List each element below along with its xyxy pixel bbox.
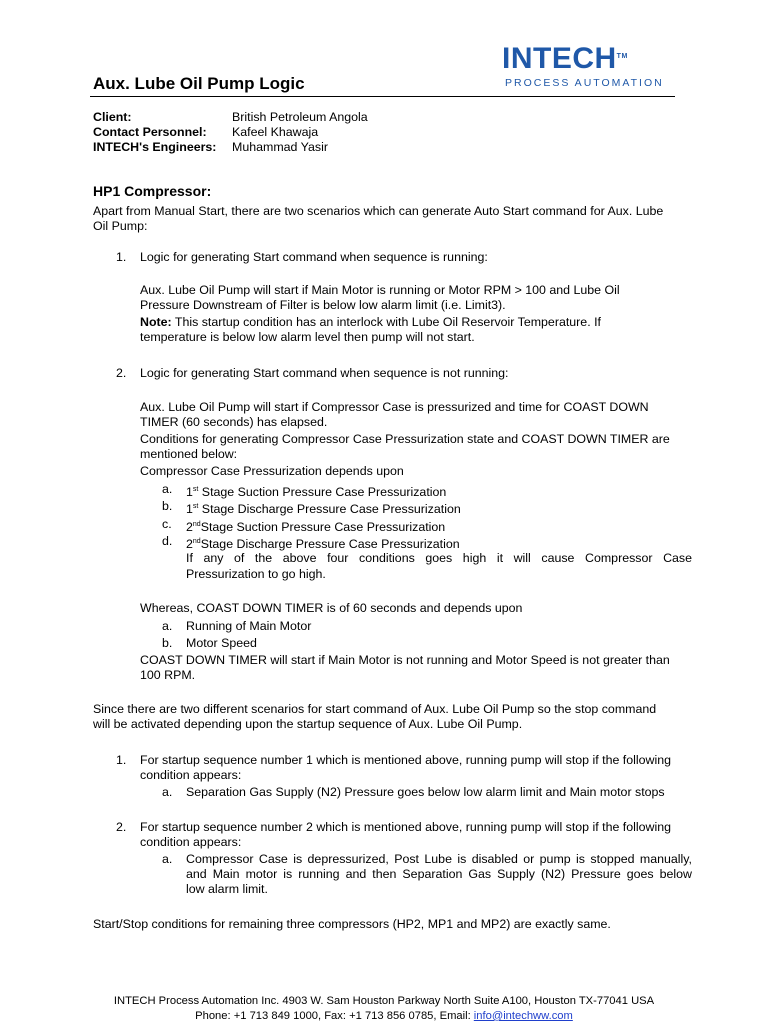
sub-item-c [186, 517, 445, 535]
intro-line-1: Apart from Manual Start, there are two scenarios which can generate Auto Start command for Aux. Lube [93, 204, 664, 218]
footer-email-link[interactable]: info@intechww.com [473, 1010, 573, 1022]
sub-item-c-letter: c. [162, 517, 172, 531]
stop-item2-sub-letter: a. [162, 852, 173, 866]
sub-item-d-letter: d. [162, 534, 173, 548]
coast-down-line-1: COAST DOWN TIMER will start if Main Motor is not running and Motor Speed is not greater than [140, 653, 670, 667]
stop-item1-line-2: condition appears: [140, 768, 242, 782]
client-value: British Petroleum Angola [232, 110, 368, 124]
coast-down-line-2: 100 RPM. [140, 668, 196, 682]
stop-item2-line-2: condition appears: [140, 835, 242, 849]
stop-item2-sub-line-1: Compressor Case is depressurized, Post Lube is disabled or pump is stopped manually, [186, 852, 692, 866]
footer-phone-fax: Phone: +1 713 849 1000, Fax: +1 713 856 0785, Email: [195, 1010, 474, 1022]
item1-note [140, 315, 601, 330]
sub-item-a [186, 482, 446, 500]
coast-down-intro: Whereas, COAST DOWN TIMER is of 60 seconds and depends upon [140, 601, 523, 615]
client-label: Client: [93, 110, 132, 124]
item1-note-line-2: temperature is below low alarm level then pump will not start. [140, 330, 475, 344]
sub-item-b-sup: st [192, 503, 199, 510]
sub-item-d-text: Stage Discharge Pressure Case Pressurization [200, 537, 460, 552]
stop-item1-sub-letter: a. [162, 785, 173, 799]
pressurization-condition-line-1: If any of the above four conditions goes high it will cause Compressor Case [186, 551, 692, 565]
sub-item-c-num: 2 [186, 520, 193, 535]
section-heading: HP1 Compressor: [93, 183, 212, 199]
item2-number: 2. [116, 366, 127, 380]
stop-item2-number: 2. [116, 820, 127, 834]
note-text: This startup condition has an interlock with Lube Oil Reservoir Temperature. If [171, 315, 601, 329]
engineers-label: INTECH's Engineers: [93, 140, 217, 154]
stop-item1-sub-text: Separation Gas Supply (N2) Pressure goes below low alarm limit and Main motor stops [186, 785, 665, 799]
sub-item-d-sup: nd [192, 538, 201, 545]
item2-para-line-1: Aux. Lube Oil Pump will start if Compressor Case is pressurized and time for COAST DOWN [140, 400, 649, 414]
sub-item-b [186, 499, 461, 517]
note-label: Note: [140, 315, 172, 329]
sub-item-b-letter: b. [162, 499, 173, 513]
item1-title: Logic for generating Start command when sequence is running: [140, 250, 488, 264]
stop-intro-line-2: will be activated depending upon the startup sequence of Aux. Lube Oil Pump. [93, 717, 523, 731]
sub-item-d [186, 534, 460, 552]
item2-para-line-5: Compressor Case Pressurization depends upon [140, 464, 404, 478]
intro-line-2: Oil Pump: [93, 219, 148, 233]
item2-para-line-4: mentioned below: [140, 447, 238, 461]
sub-item-c-sup: nd [192, 521, 201, 528]
stop-item2-sub-line-2: and Main motor is running and then Separation Gas Supply (N2) Pressure goes below [186, 867, 692, 881]
item1-para-line-2: Pressure Downstream of Filter is below low alarm limit (i.e. Limit3). [140, 298, 506, 312]
logo-wordmark [502, 44, 678, 74]
stop-item2-sub-line-3: low alarm limit. [186, 882, 268, 896]
sub-item-b-num: 1 [186, 502, 193, 517]
stop-item1-line-1: For startup sequence number 1 which is mentioned above, running pump will stop if the following [140, 753, 672, 767]
logo-brand-text: INTECH [502, 42, 617, 75]
sub-item-d-num: 2 [186, 537, 193, 552]
stop-item1-number: 1. [116, 753, 127, 767]
item2-para-line-2: TIMER (60 seconds) has elapsed. [140, 415, 328, 429]
footer-address: INTECH Process Automation Inc. 4903 W. Sam Houston Parkway North Suite A100, Houston TX-77041 USA [113, 995, 655, 1007]
contact-label: Contact Personnel: [93, 125, 207, 139]
document-title: Aux. Lube Oil Pump Logic [93, 74, 305, 93]
logo-trademark: TM [616, 53, 628, 60]
pressurization-condition-line-2: Pressurization to go high. [186, 567, 326, 581]
footer-contact [0, 1009, 768, 1024]
engineers-value: Muhammad Yasir [232, 140, 328, 154]
item2-para-line-3: Conditions for generating Compressor Case Pressurization state and COAST DOWN TIMER are [140, 432, 670, 446]
intech-logo [502, 44, 678, 94]
sub-item-c-text: Stage Suction Pressure Case Pressurization [200, 520, 446, 535]
item1-number: 1. [116, 250, 127, 264]
item2-title: Logic for generating Start command when sequence is not running: [140, 366, 509, 380]
closing-statement: Start/Stop conditions for remaining three compressors (HP2, MP1 and MP2) are exactly same. [93, 917, 611, 931]
coast-item-b: Motor Speed [186, 636, 257, 650]
title-divider [90, 96, 675, 97]
item1-para-line-1: Aux. Lube Oil Pump will start if Main Motor is running or Motor RPM > 100 and Lube Oil [140, 283, 620, 297]
coast-item-a: Running of Main Motor [186, 619, 312, 633]
sub-item-b-text: Stage Discharge Pressure Case Pressurization [198, 502, 461, 517]
sub-item-a-letter: a. [162, 482, 173, 496]
stop-item2-line-1: For startup sequence number 2 which is mentioned above, running pump will stop if the following [140, 820, 672, 834]
logo-tagline: PROCESS AUTOMATION [505, 77, 664, 89]
stop-intro-line-1: Since there are two different scenarios for start command of Aux. Lube Oil Pump so the stop command [93, 702, 657, 716]
sub-item-a-sup: st [192, 486, 199, 493]
coast-item-b-letter: b. [162, 636, 173, 650]
sub-item-a-text: Stage Suction Pressure Case Pressurization [198, 485, 447, 500]
contact-value: Kafeel Khawaja [232, 125, 319, 139]
coast-item-a-letter: a. [162, 619, 173, 633]
sub-item-a-num: 1 [186, 485, 193, 500]
